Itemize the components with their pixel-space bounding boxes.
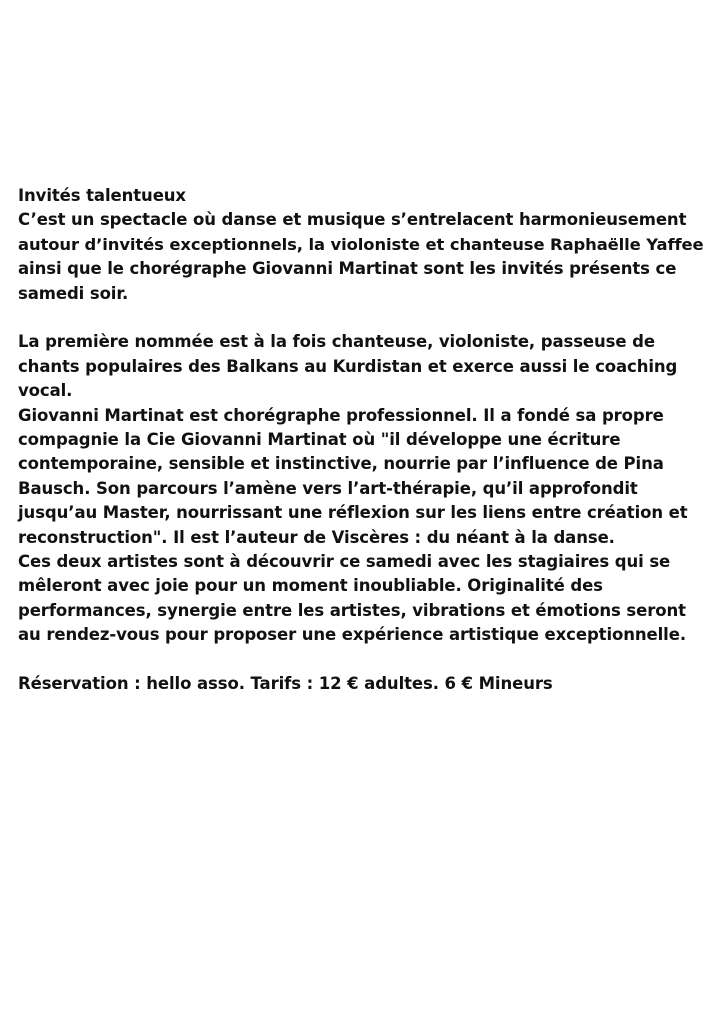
text-line: Bausch. Son parcours l’amène vers l’art-thérapie, qu’il approfondit	[18, 478, 638, 498]
text-line: chants populaires des Balkans au Kurdistan et exerce aussi le coaching	[18, 356, 678, 376]
text-line: La première nommée est à la fois chanteuse, violoniste, passeuse de	[18, 332, 655, 352]
reservation-line: Réservation : hello asso. Tarifs : 12 € adultes. 6 € Mineurs	[18, 674, 553, 694]
document-page	[18, 184, 708, 697]
text-line: ainsi que le chorégraphe Giovanni Martinat sont les invités présents ce	[18, 259, 677, 279]
paragraph-spacer	[18, 306, 708, 330]
text-line: compagnie la Cie Giovanni Martinat où "il développe une écriture	[18, 430, 621, 450]
text-line: Giovanni Martinat est chorégraphe professionnel. Il a fondé sa propre	[18, 405, 664, 425]
text-line: mêleront avec joie pour un moment inoubliable. Originalité des	[18, 576, 603, 596]
text-line: jusqu’au Master, nourrissant une réflexion sur les liens entre création et	[18, 503, 688, 523]
text-line: au rendez-vous pour proposer une expérience artistique exceptionnelle.	[18, 625, 686, 645]
text-line: autour d’invités exceptionnels, la violoniste et chanteuse Raphaëlle Yaffee	[18, 234, 704, 254]
section-artists	[18, 330, 708, 647]
text-line: samedi soir.	[18, 283, 129, 303]
text-line: vocal.	[18, 381, 73, 401]
section-reservation	[18, 672, 708, 696]
text-line: performances, synergie entre les artistes, vibrations et émotions seront	[18, 600, 686, 620]
paragraph-spacer	[18, 648, 708, 672]
text-line: contemporaine, sensible et instinctive, nourrie par l’influence de Pina	[18, 454, 664, 474]
section-guests	[18, 184, 708, 306]
text-line: Ces deux artistes sont à découvrir ce samedi avec les stagiaires qui se	[18, 552, 671, 572]
text-line: reconstruction". Il est l’auteur de Viscères : du néant à la danse.	[18, 527, 615, 547]
text-line: C’est un spectacle où danse et musique s’entrelacent harmonieusement	[18, 210, 687, 230]
section-heading: Invités talentueux	[18, 186, 186, 205]
